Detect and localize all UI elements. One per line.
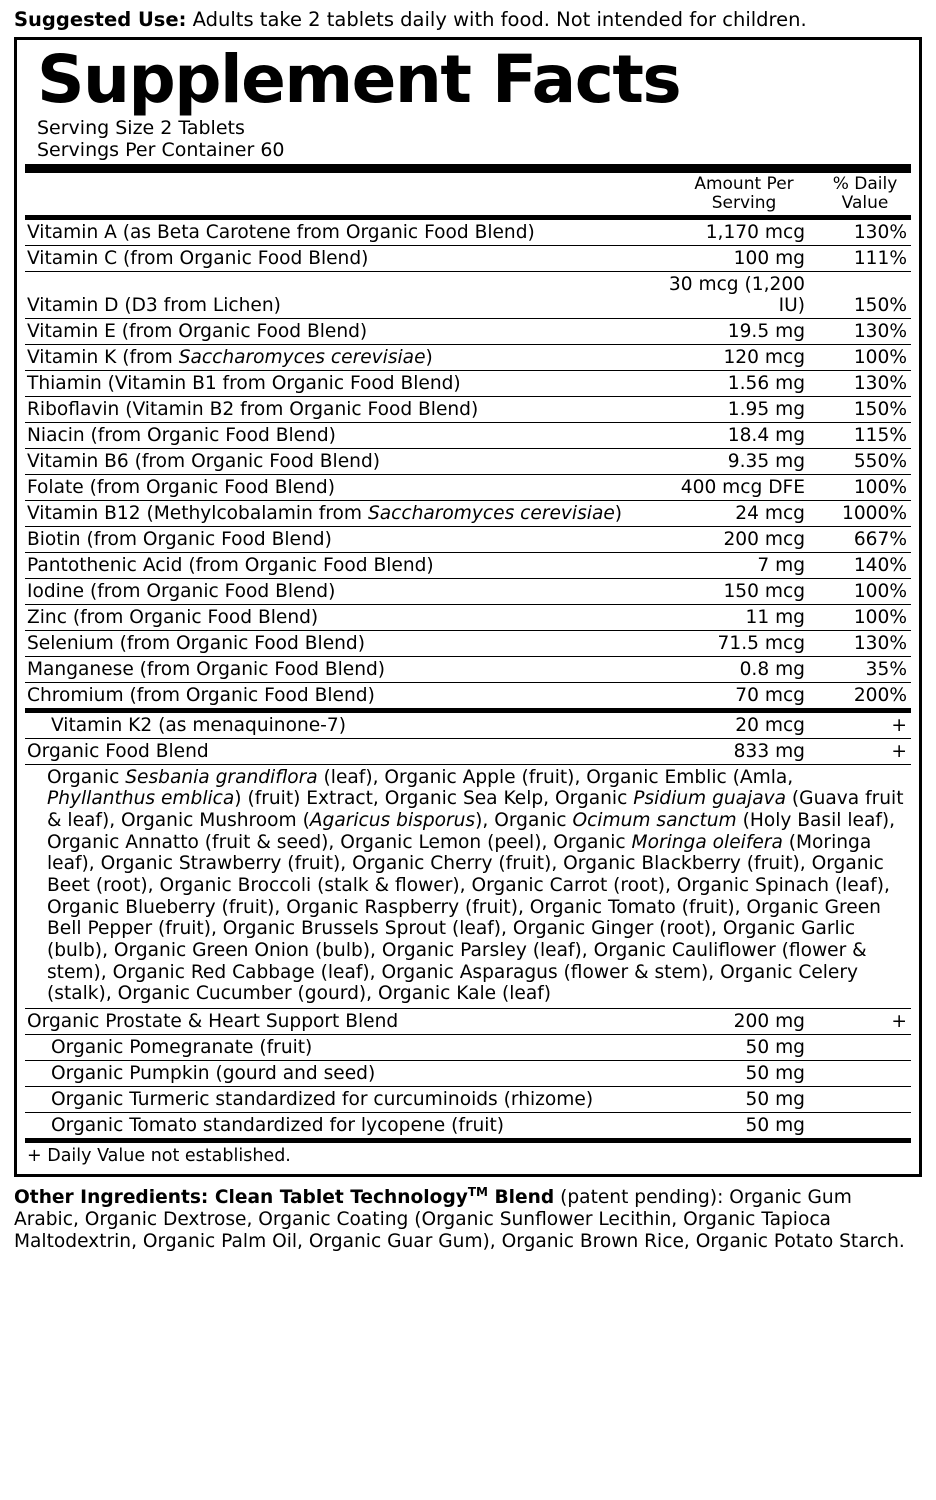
nutrient-dv: 100% bbox=[815, 578, 911, 604]
table-row bbox=[25, 526, 911, 552]
nutrient-name: Biotin (from Organic Food Blend) bbox=[25, 526, 655, 552]
table-row bbox=[25, 245, 911, 271]
nutrient-dv: 150% bbox=[815, 396, 911, 422]
table-row bbox=[25, 1061, 911, 1087]
nutrient-dv: 130% bbox=[815, 220, 911, 246]
nutrient-dv: 100% bbox=[815, 604, 911, 630]
table-row bbox=[25, 1113, 911, 1139]
header-amount-per-serving: Amount Per Serving bbox=[694, 174, 794, 214]
trademark-symbol: TM bbox=[467, 1185, 489, 1200]
nutrient-name: Organic Pomegranate (fruit) bbox=[25, 1035, 655, 1061]
nutrient-dv: 100% bbox=[815, 474, 911, 500]
suggested-use-text: Adults take 2 tablets daily with food. Not intended for children. bbox=[192, 8, 807, 31]
nutrient-dv: 150% bbox=[815, 271, 911, 318]
species-name: Saccharomyces cerevisiae bbox=[367, 502, 615, 524]
nutrient-dv: 140% bbox=[815, 552, 911, 578]
nutrient-dv bbox=[815, 1087, 911, 1113]
nutrient-name: Vitamin E (from Organic Food Blend) bbox=[25, 318, 655, 344]
table-row bbox=[25, 713, 911, 739]
table-row bbox=[25, 1035, 911, 1061]
facts-table bbox=[25, 173, 911, 214]
nutrient-name: Pantothenic Acid (from Organic Food Blend) bbox=[25, 552, 655, 578]
nutrient-dv: 115% bbox=[815, 422, 911, 448]
nutrient-dv: 667% bbox=[815, 526, 911, 552]
nutrient-amount: 20 mcg bbox=[655, 713, 815, 739]
serving-info bbox=[37, 117, 911, 162]
nutrient-name: Vitamin D (D3 from Lichen) bbox=[25, 271, 655, 318]
other-ingredients-label-tail: Blend bbox=[488, 1187, 555, 1209]
nutrient-name: Organic Tomato standardized for lycopene (fruit) bbox=[51, 1115, 505, 1137]
nutrient-name: Folate (from Organic Food Blend) bbox=[25, 474, 655, 500]
table-row bbox=[25, 220, 911, 246]
nutrient-amount: 70 mcg bbox=[735, 684, 805, 706]
prostate-blend-table bbox=[25, 1009, 911, 1138]
daily-value-footnote: + Daily Value not established. bbox=[27, 1146, 291, 1167]
table-row bbox=[25, 578, 911, 604]
table-row bbox=[25, 682, 911, 708]
nutrient-name: Thiamin (Vitamin B1 from Organic Food Blend) bbox=[25, 370, 655, 396]
servings-per-container: Servings Per Container 60 bbox=[37, 139, 285, 162]
blend-dv: + bbox=[815, 738, 911, 764]
nutrient-dv: 111% bbox=[815, 245, 911, 271]
other-ingredients-text: (patent pending): Organic Gum Arabic, Organic Dextrose, Organic Coating (Organic Sunflower Lecithin, Organic Tapioca Maltodextrin, Organic Palm Oil, Organic Guar Gum), Organic Brown Rice, Organic Potato Starch. bbox=[14, 1187, 905, 1252]
blend-amount: 200 mg bbox=[655, 1009, 815, 1035]
table-row bbox=[25, 271, 911, 318]
table-row bbox=[25, 656, 911, 682]
table-row bbox=[25, 604, 911, 630]
nutrient-amount: 1.95 mg bbox=[655, 396, 815, 422]
nutrient-name: Chromium (from Organic Food Blend) bbox=[27, 684, 375, 706]
serving-size: Serving Size 2 Tablets bbox=[37, 116, 245, 139]
table-row bbox=[25, 474, 911, 500]
nutrient-name: Niacin (from Organic Food Blend) bbox=[25, 422, 655, 448]
table-row bbox=[25, 630, 911, 656]
nutrient-amount: 150 mcg bbox=[655, 578, 815, 604]
nutrient-amount: 50 mg bbox=[655, 1087, 815, 1113]
header-blank bbox=[25, 173, 669, 214]
supplement-facts-panel bbox=[14, 37, 922, 1177]
nutrient-rows-table bbox=[25, 220, 911, 708]
blend-dv: + bbox=[815, 1009, 911, 1035]
other-ingredients-label: Other Ingredients: Clean Tablet Technology bbox=[14, 1187, 468, 1209]
nutrient-amount: 24 mcg bbox=[655, 500, 815, 526]
species-name: Saccharomyces cerevisiae bbox=[178, 346, 426, 368]
food-blend-ingredients: Organic Sesbania grandiflora (leaf), Organic Apple (fruit), Organic Emblic (Amla, Phyllanthus emblica) (fruit) Extract, Organic Sea Kelp, Organic Psidium guajava (Guava fruit & leaf), Organic Mushroom (Agaricus bisporus), Organic Ocimum sanctum (Holy Basil leaf), Organic Annatto (fruit & seed), Organic Lemon (peel), Organic Moringa oleifera (Moringa leaf), Organic Strawberry (fruit), Organic Cherry (fruit), Organic Blackberry (fruit), Organic Beet (root), Organic Broccoli (stalk & flower), Organic Carrot (root), Organic Spinach (leaf), Organic Blueberry (fruit), Organic Raspberry (fruit), Organic Tomato (fruit), Organic Green Bell Pepper (fruit), Organic Brussels Sprout (leaf), Organic Ginger (root), Organic Garlic (bulb), Organic Green Onion (bulb), Organic Parsley (leaf), Organic Cauliflower (flower & stem), Organic Red Cabbage (leaf), Organic Asparagus (flower & stem), Organic Celery (stalk), Organic Cucumber (gourd), Organic Kale (leaf) bbox=[25, 765, 911, 1009]
nutrient-dv bbox=[815, 1061, 911, 1087]
nutrient-dv: 550% bbox=[815, 448, 911, 474]
nutrient-amount: 19.5 mg bbox=[655, 318, 815, 344]
nutrient-dv: 130% bbox=[815, 318, 911, 344]
nutrient-amount: 30 mcg (1,200 IU) bbox=[655, 271, 815, 318]
nutrient-dv bbox=[815, 1113, 911, 1139]
nutrient-dv: 35% bbox=[815, 656, 911, 682]
nutrient-amount: 1.56 mg bbox=[655, 370, 815, 396]
table-row bbox=[25, 318, 911, 344]
nutrient-amount: 200 mcg bbox=[655, 526, 815, 552]
nutrient-dv: 1000% bbox=[815, 500, 911, 526]
nutrient-name: Organic Turmeric standardized for curcuminoids (rhizome) bbox=[25, 1087, 655, 1113]
nutrient-name: Iodine (from Organic Food Blend) bbox=[25, 578, 655, 604]
table-row bbox=[25, 1087, 911, 1113]
nutrient-amount: 11 mg bbox=[655, 604, 815, 630]
table-row bbox=[25, 396, 911, 422]
nutrient-amount: 100 mg bbox=[655, 245, 815, 271]
nutrient-name: Vitamin A (as Beta Carotene from Organic Food Blend) bbox=[25, 220, 655, 246]
blend-name: Organic Prostate & Heart Support Blend bbox=[25, 1009, 655, 1035]
table-row bbox=[25, 1009, 911, 1035]
nutrient-amount: 0.8 mg bbox=[655, 656, 815, 682]
nutrient-amount: 71.5 mcg bbox=[655, 630, 815, 656]
nutrient-name: Vitamin K (from Saccharomyces cerevisiae) bbox=[25, 344, 655, 370]
nutrient-amount: 120 mcg bbox=[655, 344, 815, 370]
blends-table bbox=[25, 713, 911, 765]
nutrient-name: Zinc (from Organic Food Blend) bbox=[25, 604, 655, 630]
nutrient-dv: 130% bbox=[815, 630, 911, 656]
panel-divider-thick-top bbox=[25, 164, 911, 173]
table-row bbox=[25, 738, 911, 764]
nutrient-name: Organic Pumpkin (gourd and seed) bbox=[25, 1061, 655, 1087]
table-row bbox=[25, 370, 911, 396]
nutrient-name: Manganese (from Organic Food Blend) bbox=[25, 656, 655, 682]
header-daily-value: % Daily Value bbox=[832, 174, 898, 214]
nutrient-dv: + bbox=[815, 713, 911, 739]
nutrient-amount: 50 mg bbox=[655, 1035, 815, 1061]
nutrient-name: Vitamin B12 (Methylcobalamin from Saccharomyces cerevisiae) bbox=[25, 500, 655, 526]
nutrient-amount: 9.35 mg bbox=[655, 448, 815, 474]
table-row bbox=[25, 500, 911, 526]
table-header-row bbox=[25, 173, 911, 214]
nutrient-amount: 400 mcg DFE bbox=[655, 474, 815, 500]
nutrient-amount: 50 mg bbox=[655, 1061, 815, 1087]
suggested-use-label: Suggested Use: bbox=[14, 8, 187, 31]
nutrient-name: Vitamin K2 (as menaquinone-7) bbox=[25, 713, 655, 739]
nutrient-dv: 100% bbox=[815, 344, 911, 370]
nutrient-amount: 50 mg bbox=[745, 1115, 805, 1137]
nutrient-dv: 130% bbox=[815, 370, 911, 396]
blend-name: Organic Food Blend bbox=[25, 738, 655, 764]
nutrient-name: Riboflavin (Vitamin B2 from Organic Food Blend) bbox=[25, 396, 655, 422]
nutrient-amount: 1,170 mcg bbox=[655, 220, 815, 246]
nutrient-amount: 18.4 mg bbox=[655, 422, 815, 448]
table-row bbox=[25, 448, 911, 474]
nutrient-amount: 7 mg bbox=[655, 552, 815, 578]
blend-amount: 833 mg bbox=[655, 738, 815, 764]
nutrient-name: Vitamin B6 (from Organic Food Blend) bbox=[25, 448, 655, 474]
table-row bbox=[25, 422, 911, 448]
nutrient-dv bbox=[815, 1035, 911, 1061]
nutrient-dv: 200% bbox=[853, 684, 907, 706]
nutrient-name: Selenium (from Organic Food Blend) bbox=[25, 630, 655, 656]
other-ingredients-block bbox=[14, 1185, 922, 1252]
table-row bbox=[25, 344, 911, 370]
panel-title: Supplement Facts bbox=[37, 41, 681, 118]
suggested-use-line bbox=[14, 8, 922, 31]
nutrient-name: Vitamin C (from Organic Food Blend) bbox=[25, 245, 655, 271]
table-row bbox=[25, 552, 911, 578]
